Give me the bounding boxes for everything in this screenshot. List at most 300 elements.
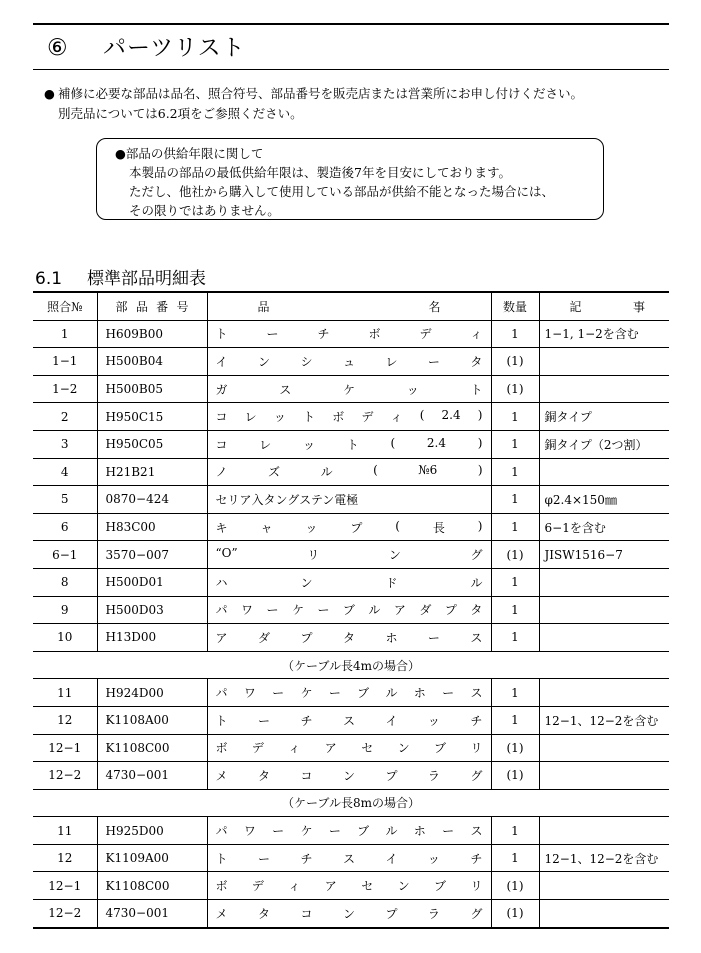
name-char: 2.4 bbox=[441, 408, 461, 423]
qty-cell: 1 bbox=[491, 458, 539, 486]
name-char: ア bbox=[393, 603, 406, 618]
name-char: ブ bbox=[434, 879, 447, 894]
note-cell bbox=[539, 596, 669, 624]
note-cell bbox=[539, 458, 669, 486]
name-char: ー bbox=[317, 603, 330, 618]
qty-cell: 1 bbox=[491, 320, 539, 348]
name-char: ー bbox=[328, 686, 341, 701]
name-char: ル bbox=[368, 603, 381, 618]
name-char: グ bbox=[470, 548, 483, 563]
part-number-cell: K1108A00 bbox=[97, 706, 207, 734]
part-number-cell: H500D01 bbox=[97, 568, 207, 596]
subsection-title bbox=[35, 264, 206, 289]
name-char: ラ bbox=[427, 768, 440, 783]
name-char: ル bbox=[320, 465, 333, 480]
name-char: ン bbox=[397, 879, 410, 894]
qty-cell: 1 bbox=[491, 596, 539, 624]
name-char: ス bbox=[342, 713, 355, 728]
name-char: ン bbox=[257, 354, 270, 369]
note-cell: 1−1, 1−2を含む bbox=[539, 320, 669, 348]
supply-period-notice bbox=[96, 138, 604, 220]
name-char: ) bbox=[477, 435, 483, 450]
name-char: ィ bbox=[470, 327, 483, 342]
name-char: メ bbox=[215, 768, 228, 783]
name-char: №6 bbox=[418, 463, 438, 478]
note-cell: JISW1516−7 bbox=[539, 541, 669, 569]
table-row bbox=[33, 486, 669, 514]
name-char: ブ bbox=[434, 741, 447, 756]
name-char: ワ bbox=[243, 686, 256, 701]
name-char: タ bbox=[470, 603, 483, 618]
name-char: ト bbox=[346, 437, 359, 452]
name-cell bbox=[207, 348, 491, 376]
intro-text bbox=[44, 84, 583, 124]
name-char: プ bbox=[350, 520, 363, 535]
part-number-cell: H83C00 bbox=[97, 513, 207, 541]
table-row bbox=[33, 403, 669, 431]
name-char: パ bbox=[215, 824, 228, 839]
parts-table bbox=[33, 291, 669, 929]
header-name-char: 品 bbox=[257, 299, 270, 314]
name-char: ブ bbox=[342, 603, 355, 618]
header-name-chars bbox=[208, 298, 491, 315]
name-char: ー bbox=[266, 327, 279, 342]
qty-cell: 1 bbox=[491, 513, 539, 541]
name-char: デ bbox=[419, 327, 432, 342]
name-chars bbox=[216, 463, 483, 480]
note-cell: φ2.4×150㎜ bbox=[539, 486, 669, 514]
ref-cell: 4 bbox=[33, 458, 97, 486]
name-char: ー bbox=[442, 824, 455, 839]
name-char: グ bbox=[470, 906, 483, 921]
name-char: タ bbox=[257, 768, 270, 783]
table-row bbox=[33, 734, 669, 762]
name-char: タ bbox=[470, 354, 483, 369]
notice-heading: 部品の供給年限に関して bbox=[125, 146, 264, 161]
header-part-char: 部 bbox=[115, 299, 128, 314]
name-chars bbox=[216, 877, 483, 894]
name-char: ガ bbox=[215, 382, 228, 397]
qty-cell: (1) bbox=[491, 348, 539, 376]
qty-cell: (1) bbox=[491, 375, 539, 403]
name-char: ス bbox=[470, 630, 483, 645]
ref-cell: 6−1 bbox=[33, 541, 97, 569]
ref-cell: 6 bbox=[33, 513, 97, 541]
name-char: ( bbox=[419, 408, 425, 423]
table-row bbox=[33, 458, 669, 486]
table-row bbox=[33, 375, 669, 403]
table-row bbox=[33, 348, 669, 376]
part-number-cell: H500D03 bbox=[97, 596, 207, 624]
name-char: ス bbox=[279, 382, 292, 397]
header-part-char: 品 bbox=[135, 299, 148, 314]
name-char: ュ bbox=[342, 354, 355, 369]
name-char: チ bbox=[470, 713, 483, 728]
name-char: ワ bbox=[243, 824, 256, 839]
part-number-cell: 3570−007 bbox=[97, 541, 207, 569]
name-char: ト bbox=[303, 410, 316, 425]
name-chars bbox=[216, 850, 483, 867]
name-cell bbox=[207, 679, 491, 707]
name-char: ン bbox=[397, 741, 410, 756]
notice-line-1: 本製品の部品の最低供給年限は、製造後7年を目安にしております。 bbox=[129, 165, 511, 180]
name-char: ケ bbox=[300, 686, 313, 701]
header-note-char: 事 bbox=[632, 299, 645, 314]
name-char: イ bbox=[385, 713, 398, 728]
name-char: ャ bbox=[260, 520, 273, 535]
name-char: ッ bbox=[303, 437, 316, 452]
note-cell: 12−1、12−2を含む bbox=[539, 844, 669, 872]
group-label: （ケーブル長4mの場合） bbox=[33, 651, 669, 679]
qty-cell: (1) bbox=[491, 734, 539, 762]
name-char: ダ bbox=[257, 630, 270, 645]
header-part-char: 番 bbox=[156, 299, 169, 314]
header-note bbox=[539, 292, 669, 320]
subsection-number: 6.1 bbox=[35, 269, 63, 289]
name-char: ス bbox=[470, 686, 483, 701]
name-char: ホ bbox=[413, 686, 426, 701]
name-char: ノ bbox=[215, 465, 228, 480]
name-char: ル bbox=[385, 686, 398, 701]
name-char: レ bbox=[385, 354, 398, 369]
name-char: ト bbox=[215, 713, 228, 728]
part-number-cell: H950C05 bbox=[97, 430, 207, 458]
name-char: リ bbox=[470, 741, 483, 756]
name-char: ) bbox=[477, 518, 483, 533]
name-chars bbox=[216, 436, 483, 453]
name-char: パ bbox=[215, 603, 228, 618]
intro-line-2: 別売品については6.2項をご参照ください。 bbox=[58, 106, 303, 121]
name-char: ッ bbox=[273, 410, 286, 425]
notice-line-2: ただし、他社から購入して使用している部品が供給不能となった場合には、 bbox=[129, 184, 555, 199]
note-cell: 銅タイプ（2つ割） bbox=[539, 430, 669, 458]
name-cell bbox=[207, 541, 491, 569]
note-cell bbox=[539, 872, 669, 900]
table-row bbox=[33, 568, 669, 596]
name-chars bbox=[216, 353, 483, 370]
name-char: ワ bbox=[240, 603, 253, 618]
name-char: ホ bbox=[413, 824, 426, 839]
name-char: ン bbox=[342, 768, 355, 783]
name-char: セ bbox=[361, 741, 374, 756]
name-char: プ bbox=[385, 906, 398, 921]
note-cell bbox=[539, 734, 669, 762]
part-number-cell: K1109A00 bbox=[97, 844, 207, 872]
qty-cell: (1) bbox=[491, 762, 539, 790]
name-char: ル bbox=[470, 575, 483, 590]
name-char: プ bbox=[300, 630, 313, 645]
name-cell bbox=[207, 568, 491, 596]
part-number-cell: H609B00 bbox=[97, 320, 207, 348]
ref-cell: 12 bbox=[33, 844, 97, 872]
name-char: ト bbox=[215, 327, 228, 342]
notice-bullet: ● bbox=[115, 146, 126, 161]
name-cell bbox=[207, 430, 491, 458]
name-char: デ bbox=[251, 879, 264, 894]
name-cell bbox=[207, 375, 491, 403]
section-title-text: パーツリスト bbox=[103, 35, 246, 61]
ref-cell: 12−2 bbox=[33, 900, 97, 928]
name-char: ン bbox=[342, 906, 355, 921]
parts-table-body bbox=[33, 320, 669, 928]
name-char: レ bbox=[259, 437, 272, 452]
name-char: ー bbox=[272, 824, 285, 839]
name-chars bbox=[216, 629, 483, 646]
name-char: イ bbox=[385, 851, 398, 866]
name-char: チ bbox=[470, 851, 483, 866]
name-char: ッ bbox=[406, 382, 419, 397]
name-char: ド bbox=[385, 575, 398, 590]
name-char: コ bbox=[215, 410, 228, 425]
name-chars bbox=[216, 739, 483, 756]
name-char: ( bbox=[395, 518, 400, 533]
name-char: ッ bbox=[427, 713, 440, 728]
table-group-row bbox=[33, 651, 669, 679]
ref-cell: 11 bbox=[33, 679, 97, 707]
name-chars bbox=[216, 381, 483, 398]
name-char: 2.4 bbox=[426, 435, 447, 450]
part-number-cell: H925D00 bbox=[97, 817, 207, 845]
name-char: コ bbox=[215, 437, 228, 452]
name-char: ケ bbox=[291, 603, 304, 618]
ref-cell: 10 bbox=[33, 624, 97, 652]
table-row bbox=[33, 762, 669, 790]
ref-cell: 2 bbox=[33, 403, 97, 431]
group-label: （ケーブル長8mの場合） bbox=[33, 789, 669, 817]
name-char: リ bbox=[307, 548, 320, 563]
section-title bbox=[47, 29, 246, 62]
name-char: ー bbox=[328, 824, 341, 839]
name-char: ス bbox=[342, 851, 355, 866]
qty-cell: 1 bbox=[491, 568, 539, 596]
name-chars bbox=[216, 684, 483, 701]
name-char: ズ bbox=[268, 465, 281, 480]
name-char: チ bbox=[300, 713, 313, 728]
name-cell bbox=[207, 706, 491, 734]
name-cell bbox=[207, 762, 491, 790]
note-cell bbox=[539, 817, 669, 845]
name-char: ブ bbox=[357, 686, 370, 701]
name-chars bbox=[216, 546, 483, 563]
name-chars bbox=[216, 712, 483, 729]
notice-line-3: その限りではありません。 bbox=[129, 203, 280, 218]
name-char: ア bbox=[215, 630, 228, 645]
name-char: プ bbox=[385, 768, 398, 783]
part-number-cell: H13D00 bbox=[97, 624, 207, 652]
name-char: イ bbox=[215, 354, 228, 369]
name-char: ラ bbox=[427, 906, 440, 921]
header-part-char: 号 bbox=[176, 299, 189, 314]
top-rule bbox=[33, 23, 669, 25]
name-chars bbox=[216, 822, 483, 839]
table-row bbox=[33, 541, 669, 569]
subsection-title-text: 標準部品明細表 bbox=[87, 269, 206, 289]
name-char: ル bbox=[385, 824, 398, 839]
name-char: レ bbox=[244, 410, 257, 425]
name-char: コ bbox=[300, 906, 313, 921]
note-cell bbox=[539, 900, 669, 928]
note-cell bbox=[539, 624, 669, 652]
name-char: 長 bbox=[432, 520, 445, 535]
note-cell bbox=[539, 568, 669, 596]
header-qty: 数量 bbox=[491, 292, 539, 320]
ref-cell: 11 bbox=[33, 817, 97, 845]
name-char: ケ bbox=[300, 824, 313, 839]
name-char: ア bbox=[324, 879, 337, 894]
qty-cell: 1 bbox=[491, 486, 539, 514]
name-char: ) bbox=[477, 408, 483, 423]
table-group-row bbox=[33, 789, 669, 817]
ref-cell: 12−1 bbox=[33, 872, 97, 900]
intro-bullet: ● bbox=[44, 86, 55, 101]
name-char: ー bbox=[272, 686, 285, 701]
name-char: ( bbox=[373, 463, 378, 478]
qty-cell: 1 bbox=[491, 706, 539, 734]
note-cell bbox=[539, 348, 669, 376]
name-char: ー bbox=[427, 630, 440, 645]
name-char: ブ bbox=[357, 824, 370, 839]
header-part-chars bbox=[98, 298, 207, 315]
table-row bbox=[33, 430, 669, 458]
name-char: ボ bbox=[332, 410, 345, 425]
table-row bbox=[33, 817, 669, 845]
header-name-char: 名 bbox=[428, 299, 441, 314]
name-char: “O” bbox=[215, 546, 238, 561]
name-cell bbox=[207, 624, 491, 652]
name-char: タ bbox=[257, 906, 270, 921]
header-name bbox=[207, 292, 491, 320]
name-char: ) bbox=[477, 463, 483, 478]
table-row bbox=[33, 624, 669, 652]
name-chars bbox=[216, 491, 483, 508]
name-char: ボ bbox=[215, 879, 228, 894]
name-char: タ bbox=[342, 630, 355, 645]
name-cell bbox=[207, 458, 491, 486]
table-row bbox=[33, 513, 669, 541]
name-char: パ bbox=[215, 686, 228, 701]
header-note-chars bbox=[540, 298, 670, 315]
qty-cell: 1 bbox=[491, 817, 539, 845]
table-row bbox=[33, 706, 669, 734]
qty-cell: (1) bbox=[491, 900, 539, 928]
name-char: ー bbox=[257, 713, 270, 728]
part-number-cell: H924D00 bbox=[97, 679, 207, 707]
name-cell bbox=[207, 403, 491, 431]
name-char: ン bbox=[300, 575, 313, 590]
name-chars bbox=[216, 408, 483, 425]
name-char: キ bbox=[215, 520, 228, 535]
note-cell bbox=[539, 375, 669, 403]
name-cell bbox=[207, 486, 491, 514]
name-chars bbox=[216, 325, 483, 342]
name-char: メ bbox=[215, 906, 228, 921]
title-rule bbox=[33, 69, 669, 70]
name-char: シ bbox=[300, 354, 313, 369]
table-row bbox=[33, 872, 669, 900]
ref-cell: 1−1 bbox=[33, 348, 97, 376]
name-chars bbox=[216, 574, 483, 591]
name-char: ア bbox=[324, 741, 337, 756]
name-char: ー bbox=[257, 851, 270, 866]
part-number-cell: H950C15 bbox=[97, 403, 207, 431]
name-char: デ bbox=[251, 741, 264, 756]
name-char: リ bbox=[470, 879, 483, 894]
name-char: ス bbox=[470, 824, 483, 839]
name-chars bbox=[216, 601, 483, 618]
name-char: ィ bbox=[288, 879, 301, 894]
name-cell bbox=[207, 900, 491, 928]
name-char: セリア入タングステン電極 bbox=[215, 492, 359, 507]
qty-cell: 1 bbox=[491, 403, 539, 431]
name-char: セ bbox=[361, 879, 374, 894]
qty-cell: 1 bbox=[491, 679, 539, 707]
name-char: ダ bbox=[419, 603, 432, 618]
name-char: ッ bbox=[427, 851, 440, 866]
name-char: チ bbox=[317, 327, 330, 342]
ref-cell: 5 bbox=[33, 486, 97, 514]
name-cell bbox=[207, 596, 491, 624]
note-cell: 銅タイプ bbox=[539, 403, 669, 431]
note-cell: 12−1、12−2を含む bbox=[539, 706, 669, 734]
name-chars bbox=[216, 767, 483, 784]
name-chars bbox=[216, 905, 483, 922]
ref-cell: 1−2 bbox=[33, 375, 97, 403]
header-part-number bbox=[97, 292, 207, 320]
name-char: チ bbox=[300, 851, 313, 866]
ref-cell: 9 bbox=[33, 596, 97, 624]
name-char: ー bbox=[442, 686, 455, 701]
part-number-cell: H500B05 bbox=[97, 375, 207, 403]
part-number-cell: K1108C00 bbox=[97, 734, 207, 762]
name-char: ケ bbox=[342, 382, 355, 397]
note-cell bbox=[539, 762, 669, 790]
ref-cell: 12−1 bbox=[33, 734, 97, 762]
name-cell bbox=[207, 817, 491, 845]
name-char: デ bbox=[361, 410, 374, 425]
name-char: ィ bbox=[390, 410, 403, 425]
name-char: ト bbox=[215, 851, 228, 866]
name-cell bbox=[207, 872, 491, 900]
name-char: ン bbox=[388, 548, 401, 563]
qty-cell: 1 bbox=[491, 430, 539, 458]
name-char: ( bbox=[390, 435, 396, 450]
table-row bbox=[33, 844, 669, 872]
header-ref: 照合№ bbox=[33, 292, 97, 320]
part-number-cell: H21B21 bbox=[97, 458, 207, 486]
part-number-cell: K1108C00 bbox=[97, 872, 207, 900]
qty-cell: 1 bbox=[491, 844, 539, 872]
part-number-cell: 0870−424 bbox=[97, 486, 207, 514]
name-char: ー bbox=[266, 603, 279, 618]
name-chars bbox=[216, 519, 483, 536]
name-char: グ bbox=[470, 768, 483, 783]
name-char: ィ bbox=[288, 741, 301, 756]
name-char: コ bbox=[300, 768, 313, 783]
section-number: ⑥ bbox=[47, 35, 69, 61]
part-number-cell: H500B04 bbox=[97, 348, 207, 376]
table-row bbox=[33, 679, 669, 707]
name-char: プ bbox=[444, 603, 457, 618]
table-header-row bbox=[33, 292, 669, 320]
ref-cell: 12−2 bbox=[33, 762, 97, 790]
part-number-cell: 4730−001 bbox=[97, 762, 207, 790]
table-row bbox=[33, 900, 669, 928]
name-cell bbox=[207, 513, 491, 541]
name-cell bbox=[207, 844, 491, 872]
name-char: ッ bbox=[305, 520, 318, 535]
name-char: ホ bbox=[385, 630, 398, 645]
qty-cell: (1) bbox=[491, 541, 539, 569]
